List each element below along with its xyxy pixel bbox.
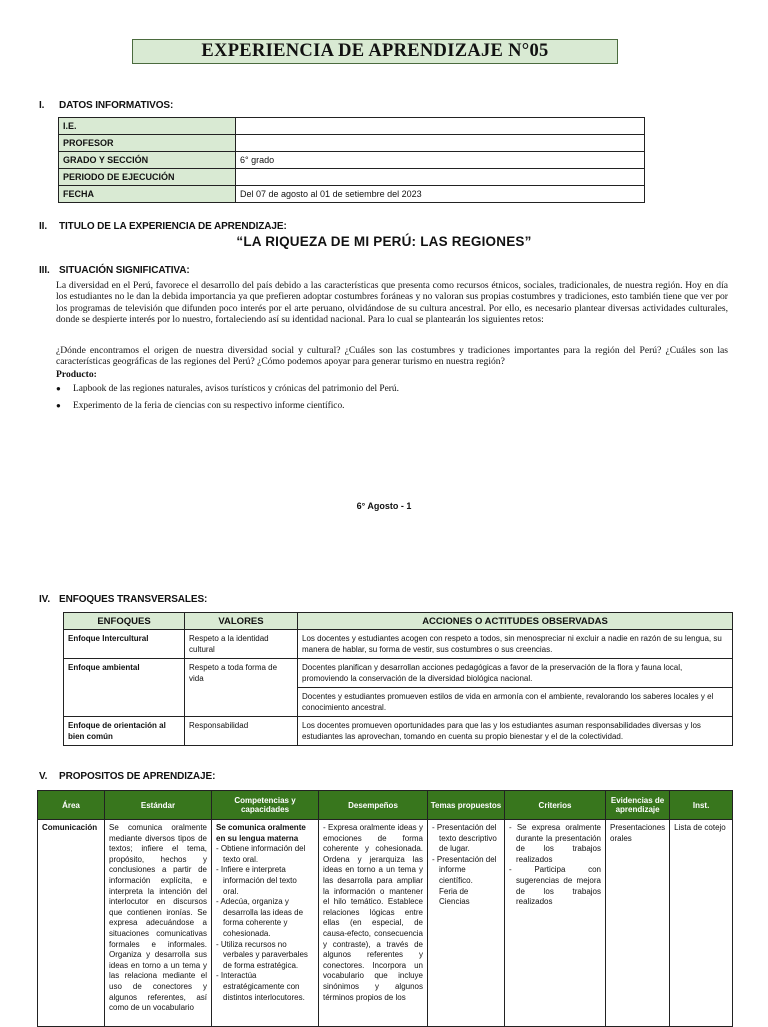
situacion-paragraph: La diversidad en el Perú, favorece el desarrollo del país debido a las características que presenta como recursos étnicos, sociales, tradicionales, de nuestra región. Hoy en día los estudiantes no le dan la debida importancia ya que prefieren adoptar costumbres foráneas y no valoran sus propias costumbres y tradiciones, esto también tiene que ver por los programas de televisión que difunden poco interés por el arte peruano, olvidándose de su cultura ancestral. Por ello, es necesario plantear diversas actividades culturales, donde se despierte interés por lo nuestro, fortaleciendo así su identidad nacional. Para lo cual se plantearán los siguientes retos: xyxy=(56,280,728,325)
competencias-cell xyxy=(212,820,319,1027)
table-row xyxy=(64,630,733,659)
acciones-cell: Los docentes promueven oportunidades para que las y los estudiantes asuman responsabilidades diversas y los estudiantes las aprovechan, tomando en cuenta su propio bienestar y el de la colectividad. xyxy=(298,717,733,746)
column-header: Inst. xyxy=(670,791,733,820)
column-header: ENFOQUES xyxy=(64,613,185,630)
info-label: I.E. xyxy=(59,118,236,135)
column-header: ACCIONES O ACTITUDES OBSERVADAS xyxy=(298,613,733,630)
page-footer-note: 6° Agosto - 1 xyxy=(356,501,412,511)
column-header: Evidencias de aprendizaje xyxy=(606,791,670,820)
datos-informativos-table xyxy=(58,117,645,203)
info-row xyxy=(59,186,645,203)
info-label: PERIODO DE EJECUCIÓN xyxy=(59,169,236,186)
estandar-cell: Se comunica oralmente mediante diversos tipos de textos; infiere el tema, propósito, hechos y conclusiones a partir de información explícita, e interpreta la intención del interlocutor en discursos que contienen ironías. Se expresa adecuándose a situaciones comunicativas formales e informales. Organiza y desarrolla sus ideas en torno a un tema y las relaciona mediante el uso de conectores y algunos referentes, así como de un vocabulario xyxy=(105,820,212,1027)
table-row xyxy=(64,659,733,688)
list-item: - Se expresa oralmente durante la presentación de los trabajos realizados xyxy=(509,823,601,864)
info-value: 6° grado xyxy=(236,152,645,169)
section-heading-situacion: III. SITUACIÓN SIGNIFICATIVA: xyxy=(39,265,190,276)
experience-title: “LA RIQUEZA DE MI PERÚ: LAS REGIONES” xyxy=(236,234,532,249)
info-label: PROFESOR xyxy=(59,135,236,152)
list-item: - Presentación del informe científico. xyxy=(432,854,497,885)
list-item: - Infiere e interpreta información del texto oral. xyxy=(216,865,297,896)
instrumento-cell: Lista de cotejo xyxy=(670,820,733,1027)
info-value xyxy=(236,135,645,152)
desempenos-cell: - Expresa oralmente ideas y emociones de forma coherente y cohesionada. Ordena y jerarquiza las ideas en torno a un tema y las desarrolla para ampliar la información o mantener el hilo temático. Establece relaciones lógicas entre ellas (en especial, de causa-efecto, consecuencia y contraste), a través de algunos referentes y conectores. Incorpora un vocabulario que incluye sinónimos y algunos términos propios de los xyxy=(319,820,428,1027)
section-heading-titulo: II. TITULO DE LA EXPERIENCIA DE APRENDIZAJE: xyxy=(39,221,287,232)
valor-cell: Respeto a toda forma de vida xyxy=(185,659,298,717)
column-header: Estándar xyxy=(105,791,212,820)
info-row xyxy=(59,169,645,186)
info-label: GRADO Y SECCIÓN xyxy=(59,152,236,169)
enfoque-cell: Enfoque de orientación al bien común xyxy=(64,717,185,746)
acciones-cell: Los docentes y estudiantes acogen con respeto a todos, sin menospreciar ni excluir a nadie en razón de su lengua, su manera de hablar, su forma de vestir, sus costumbres o sus creencias. xyxy=(298,630,733,659)
area-cell: Comunicación xyxy=(38,820,105,1027)
info-row xyxy=(59,118,645,135)
list-item: - Presentación del texto descriptivo de lugar. xyxy=(432,823,497,854)
valor-cell: Respeto a la identidad cultural xyxy=(185,630,298,659)
column-header: Criterios xyxy=(505,791,606,820)
temas-cell xyxy=(428,820,505,1027)
section-heading-propositos: V. PROPOSITOS DE APRENDIZAJE: xyxy=(39,771,216,782)
evidencias-cell: Presentaciones orales xyxy=(606,820,670,1027)
list-item: ● Experimento de la feria de ciencias con su respectivo informe científico. xyxy=(56,401,345,411)
column-header: VALORES xyxy=(185,613,298,630)
competencia-title: Se comunica oralmente en su lengua materna xyxy=(216,823,306,843)
enfoque-cell: Enfoque Intercultural xyxy=(64,630,185,659)
acciones-cell: Docentes y estudiantes promueven estilos de vida en armonía con el ambiente, revalorando los saberes locales y el conocimiento ancestral. xyxy=(298,688,733,717)
product-list xyxy=(56,384,399,418)
retos-paragraph: ¿Dónde encontramos el origen de nuestra diversidad social y cultural? ¿Cuáles son las costumbres y tradiciones importantes para la región del Perú? ¿Cuáles son las características geográficas de las regiones del Perú? ¿Cómo podemos apoyar para generar turismo en nuestra región? xyxy=(56,345,728,368)
list-item: - Utiliza recursos no verbales y paraverbales de forma estratégica. xyxy=(216,939,308,970)
valor-cell: Responsabilidad xyxy=(185,717,298,746)
info-row xyxy=(59,152,645,169)
list-item: - Adecúa, organiza y desarrolla las ideas de forma coherente y cohesionada. xyxy=(216,897,304,938)
list-item: - Obtiene información del texto oral. xyxy=(216,844,306,864)
bullet-icon: ● xyxy=(56,384,61,393)
table-row xyxy=(64,717,733,746)
acciones-cell: Docentes planifican y desarrollan acciones pedagógicas a favor de la preservación de la flora y fauna local, promoviendo la conservación de la diversidad biológica nacional. xyxy=(298,659,733,688)
list-item: Feria de Ciencias xyxy=(439,886,470,907)
bullet-icon: ● xyxy=(56,401,61,410)
enfoque-cell: Enfoque ambiental xyxy=(64,659,185,717)
product-label: Producto: xyxy=(56,369,97,380)
propositos-table xyxy=(37,790,733,1027)
info-value xyxy=(236,118,645,135)
enfoques-table xyxy=(63,612,733,746)
info-value: Del 07 de agosto al 01 de setiembre del 2023 xyxy=(236,186,645,203)
column-header: Temas propuestos xyxy=(428,791,505,820)
list-item: - Interactúa estratégicamente con distintos interlocutores. xyxy=(216,971,305,1002)
list-item: - Participa con sugerencias de mejora de los trabajos realizados xyxy=(509,865,601,907)
info-row xyxy=(59,135,645,152)
column-header: Área xyxy=(38,791,105,820)
info-value xyxy=(236,169,645,186)
criterios-cell xyxy=(505,820,606,1027)
column-header: Competencias y capacidades xyxy=(212,791,319,820)
section-heading-datos: I. DATOS INFORMATIVOS: xyxy=(39,100,174,111)
column-header: Desempeños xyxy=(319,791,428,820)
section-heading-enfoques: IV. ENFOQUES TRANSVERSALES: xyxy=(39,594,208,605)
list-item: ● Lapbook de las regiones naturales, avisos turísticos y crónicas del patrimonio del Perú. xyxy=(56,384,399,394)
info-label: FECHA xyxy=(59,186,236,203)
document-title: EXPERIENCIA DE APRENDIZAJE N°05 xyxy=(132,39,618,64)
table-row xyxy=(38,820,733,1027)
